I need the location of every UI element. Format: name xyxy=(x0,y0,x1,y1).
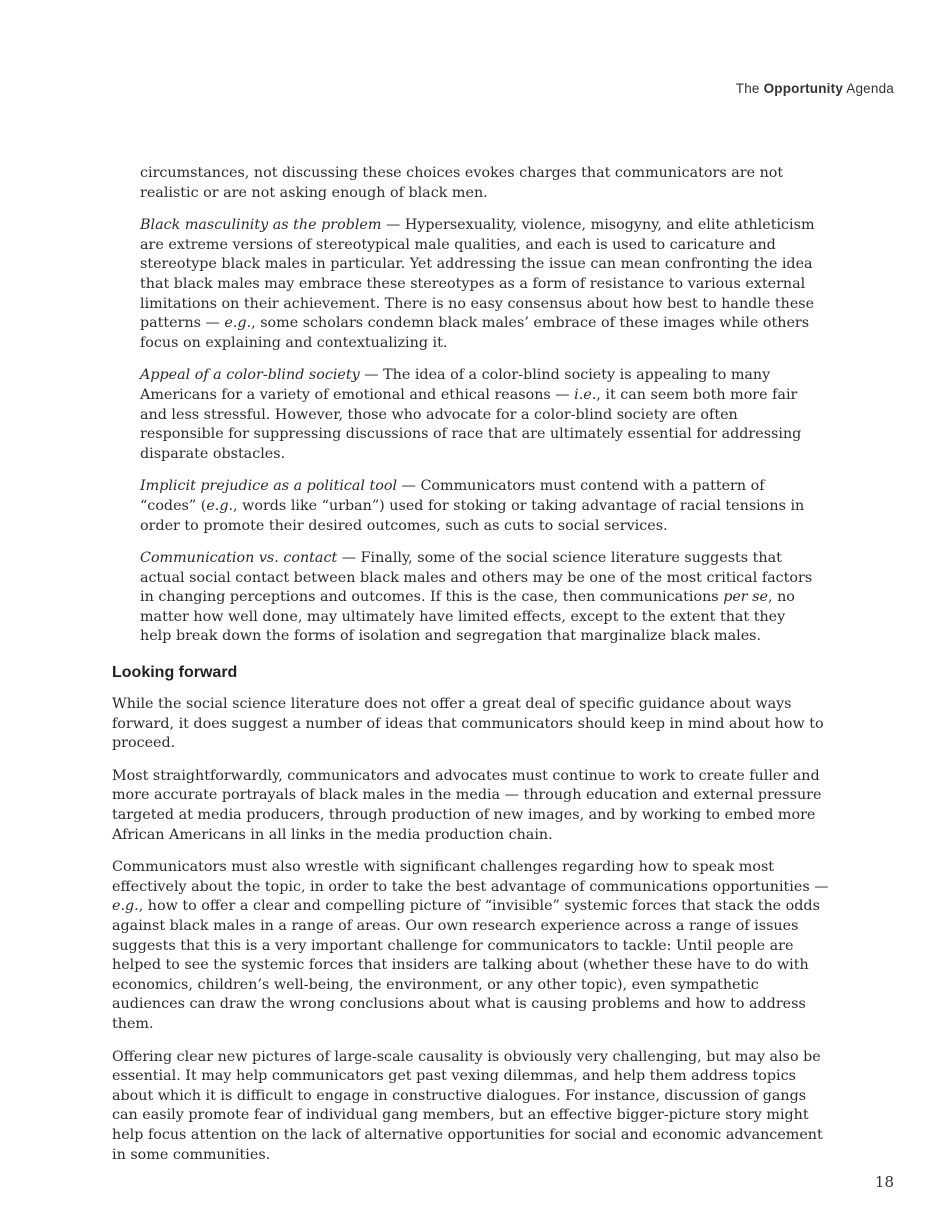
dilemma-paragraph: Appeal of a color-blind society — The idea of a color-blind society is appealing to many Americans for a variety of emotional and ethical reasons — i.e., it can seem both more fair and less stressful. However, those who advocate for a color-blind society are often responsible for suppressing discussions of race that are ultimately essential for addressing disparate obstacles. xyxy=(140,367,802,462)
dilemma-title: Appeal of a color-blind society xyxy=(140,367,360,384)
running-header xyxy=(736,81,894,96)
header-post: Agenda xyxy=(846,81,894,96)
dilemma-paragraph: Implicit prejudice as a political tool — Communicators must contend with a pattern of “codes” (e.g., words like “urban”) used for stoking or taking advantage of racial tensions in order to promote their desired outcomes, such as cuts to social services. xyxy=(140,478,805,534)
body-paragraph: Most straightforwardly, communicators and advocates must continue to work to create fuller and more accurate portrayals of black males in the media — through education and external pressure targeted at media producers, through production of new images, and by working to embed more African Americans in all links in the media production chain. xyxy=(112,767,822,843)
intro-continuation: circumstances, not discussing these choices evokes charges that communicators are not realistic or are not asking enough of black men. xyxy=(140,165,784,201)
body-paragraph: While the social science literature does not offer a great deal of specific guidance about ways forward, it does suggest a number of ideas that communicators should keep in mind about how to proceed. xyxy=(112,696,824,752)
dilemma-title: Black masculinity as the problem xyxy=(140,217,382,234)
dilemma-paragraph: Black masculinity as the problem — Hypersexuality, violence, misogyny, and elite athleticism are extreme versions of stereotypical male qualities, and each is used to caricature and stereotype black males in particular. Yet addressing the issue can mean confronting the idea that black males may embrace these stereotypes as a form of resistance to various external limitations on their achievement. There is no easy consensus about how best to handle these patterns — e.g., some scholars condemn black males’ embrace of these images while others focus on explaining and contextualizing it. xyxy=(140,217,815,351)
section-heading: Looking forward xyxy=(112,664,238,682)
page-number: 18 xyxy=(874,1173,894,1191)
header-pre: The xyxy=(735,81,760,96)
page-body xyxy=(112,164,832,1178)
body-paragraph: Communicators must also wrestle with significant challenges regarding how to speak most effectively about the topic, in order to take the best advantage of communications opportunities — e.g., how to offer a clear and compelling picture of “invisible” systemic forces that stack the odds against black males in a range of areas. Our own research experience across a range of issues suggests that this is a very important challenge for communicators to tackle: Until people are helped to see the systemic forces that insiders are talking about (whether these have to do with economics, children’s well-being, the environment, or any other topic), even sympathetic audiences can draw the wrong conclusions about what is causing problems and how to address them. xyxy=(112,859,829,1032)
dilemma-paragraph: Communication vs. contact — Finally, some of the social science literature suggests that actual social contact between black males and others may be one of the most critical factors in changing perceptions and outcomes. If this is the case, then communications per se, no matter how well done, may ultimately have limited effects, except to the extent that they help break down the forms of isolation and segregation that marginalize black males. xyxy=(140,550,813,645)
body-paragraph: Offering clear new pictures of large-scale causality is obviously very challenging, but may also be essential. It may help communicators get past vexing dilemmas, and help them address topics about which it is difficult to engage in constructive dialogues. For instance, discussion of gangs can easily promote fear of individual gang members, but an effective bigger-picture story might help focus attention on the lack of alternative opportunities for social and economic advancement in some communities. xyxy=(112,1048,823,1163)
dilemma-title: Communication vs. contact xyxy=(140,550,338,567)
dilemma-title: Implicit prejudice as a political tool xyxy=(140,478,398,495)
header-bold: Opportunity xyxy=(763,81,844,96)
